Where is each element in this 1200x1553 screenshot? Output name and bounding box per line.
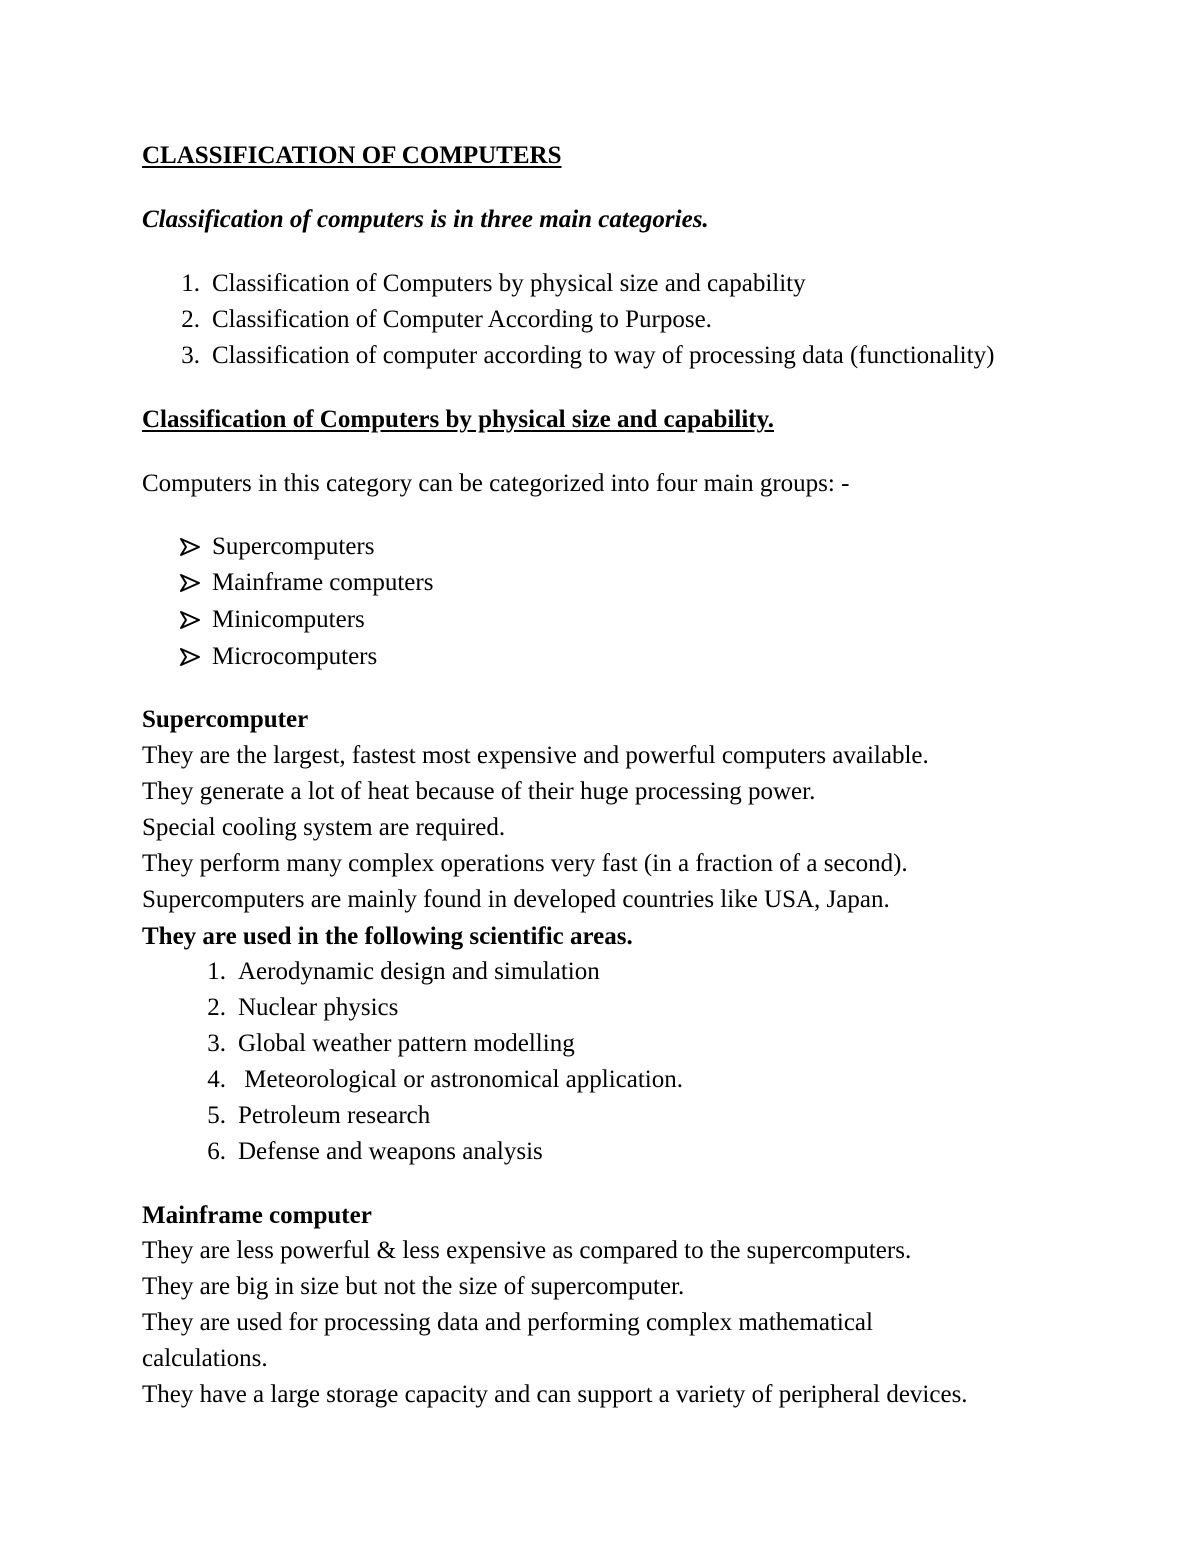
arrowhead-bullet-icon [172, 531, 200, 563]
mainframe-line-4: calculations. [142, 1345, 268, 1372]
list-text: Minicomputers [212, 606, 365, 633]
list-number: 1. [181, 270, 200, 297]
supercomputer-line-2: They generate a lot of heat because of their huge processing power. [142, 778, 816, 805]
list-text: Global weather pattern modelling [238, 1030, 575, 1057]
area-item-1 [198, 956, 600, 988]
list-text: Microcomputers [212, 643, 378, 670]
list-text: Defense and weapons analysis [238, 1138, 543, 1165]
list-text: Nuclear physics [238, 994, 399, 1021]
list-number: 3. [207, 1030, 226, 1057]
list-number: 2. [207, 994, 226, 1021]
category-item-2 [172, 304, 712, 336]
group-item-4 [172, 641, 377, 673]
category-item-3 [172, 340, 994, 372]
list-text: Aerodynamic design and simulation [238, 958, 600, 985]
area-item-3 [198, 1028, 575, 1060]
supercomputer-line-1: They are the largest, fastest most expensive and powerful computers available. [142, 742, 929, 769]
mainframe-line-5: They have a large storage capacity and can support a variety of peripheral devices. [142, 1381, 968, 1408]
mainframe-line-2: They are big in size but not the size of supercomputer. [142, 1273, 685, 1300]
area-item-6 [198, 1136, 543, 1168]
group-item-2 [172, 567, 433, 599]
list-number: 5. [207, 1102, 226, 1129]
mainframe-heading: Mainframe computer [142, 1202, 372, 1229]
list-number: 3. [181, 342, 200, 369]
areas-heading: They are used in the following scientific areas. [142, 923, 633, 950]
list-number: 2. [181, 306, 200, 333]
supercomputer-line-5: Supercomputers are mainly found in developed countries like USA, Japan. [142, 886, 890, 913]
page-title: CLASSIFICATION OF COMPUTERS [142, 142, 562, 169]
list-number: 6. [207, 1138, 226, 1165]
category-item-1 [172, 268, 806, 300]
section-heading-size: Classification of Computers by physical size and capability. [142, 406, 774, 433]
list-number: 4. [207, 1066, 226, 1093]
intro-text: Classification of computers is in three main categories. [142, 206, 709, 233]
list-text: Classification of computer according to way of processing data (functionality) [212, 342, 995, 369]
mainframe-line-3: They are used for processing data and performing complex mathematical [142, 1309, 873, 1336]
section-intro: Computers in this category can be categorized into four main groups: - [142, 470, 850, 497]
area-item-4 [198, 1064, 683, 1096]
mainframe-line-1: They are less powerful & less expensive as compared to the supercomputers. [142, 1237, 912, 1264]
list-text: Mainframe computers [212, 569, 434, 596]
list-text: Meteorological or astronomical application. [238, 1066, 683, 1093]
list-number: 1. [207, 958, 226, 985]
group-item-3 [172, 604, 365, 636]
arrowhead-bullet-icon [172, 567, 200, 599]
area-item-2 [198, 992, 398, 1024]
list-text: Classification of Computer According to Purpose. [212, 306, 712, 333]
list-text: Petroleum research [238, 1102, 431, 1129]
list-text: Classification of Computers by physical size and capability [212, 270, 806, 297]
supercomputer-heading: Supercomputer [142, 706, 309, 733]
arrowhead-bullet-icon [172, 641, 200, 673]
supercomputer-line-4: They perform many complex operations very fast (in a fraction of a second). [142, 850, 908, 877]
group-item-1 [172, 531, 374, 563]
area-item-5 [198, 1100, 430, 1132]
arrowhead-bullet-icon [172, 604, 200, 636]
list-text: Supercomputers [212, 533, 375, 560]
supercomputer-line-3: Special cooling system are required. [142, 814, 506, 841]
